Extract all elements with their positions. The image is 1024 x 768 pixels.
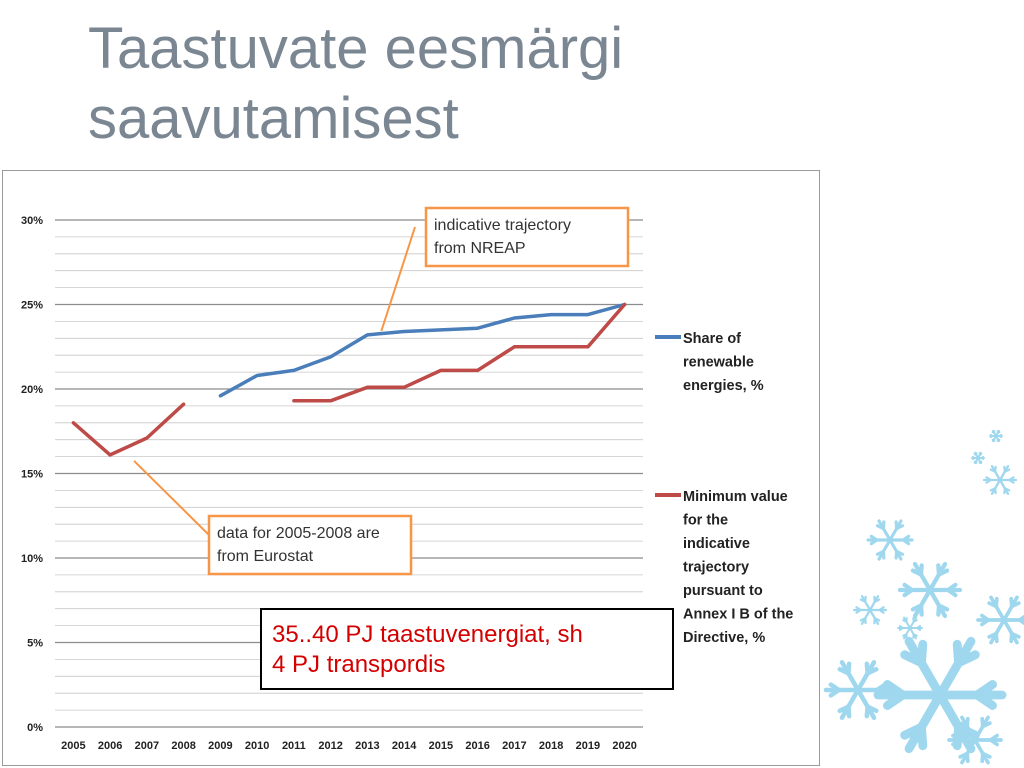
y-tick-label: 0%	[27, 722, 43, 734]
x-tick-label: 2013	[355, 740, 380, 752]
legend-minimum-label: Minimum value	[683, 489, 788, 505]
slide-title	[88, 14, 788, 154]
snowflake-icon	[900, 564, 960, 616]
snowflake-icon	[972, 453, 984, 463]
legend-minimum-label: pursuant to	[683, 583, 763, 599]
y-tick-label: 15%	[20, 468, 43, 481]
callout-line-2: 4 PJ transpordis	[272, 651, 446, 678]
callout-line-1: 35..40 PJ taastuvenergiat, sh	[272, 621, 583, 648]
y-tick-label: 10%	[20, 553, 43, 565]
y-tick-label: 5%	[27, 637, 43, 650]
x-tick-label: 2010	[244, 740, 270, 752]
y-tick-label: 30%	[20, 215, 43, 227]
legend-share-label: energies, %	[683, 378, 764, 394]
share-series-line	[220, 305, 624, 396]
x-tick-label: 2015	[428, 740, 454, 752]
x-tick-label: 2017	[502, 740, 527, 752]
legend-minimum-label: indicative	[683, 536, 750, 552]
x-tick-label: 2020	[612, 740, 637, 752]
annotation-text: data for 2005-2008 are	[217, 525, 380, 542]
annotation-leader-line	[381, 227, 415, 331]
x-tick-label: 2008	[171, 740, 196, 752]
legend-minimum-label: for the	[683, 512, 729, 529]
legend-share-label: Share of	[683, 331, 742, 347]
minimum-series-line	[73, 404, 183, 455]
snowflake-icon	[984, 466, 1016, 494]
minimum-series-line	[294, 305, 625, 401]
legend-share-label: renewable	[683, 354, 754, 371]
slide-title-line-1: Taastuvate eesmärgi	[88, 16, 624, 81]
y-tick-label: 25%	[20, 299, 43, 312]
snowflake-icon	[978, 597, 1024, 642]
x-tick-label: 2011	[281, 740, 306, 752]
y-tick-label: 20%	[20, 384, 43, 396]
legend-minimum-label: trajectory	[683, 559, 750, 576]
snowflake-icon	[854, 596, 886, 624]
x-tick-label: 2007	[134, 740, 160, 752]
snowflake-icon	[878, 641, 1002, 748]
x-tick-label: 2019	[575, 740, 601, 752]
annotation-text: from NREAP	[434, 240, 526, 257]
x-tick-label: 2018	[538, 740, 564, 752]
slide-title-line-2: saavutamisest	[88, 86, 459, 151]
annotation-text: indicative trajectory	[434, 217, 571, 234]
snowflake-icon	[990, 431, 1002, 441]
x-tick-label: 2014	[391, 740, 417, 752]
x-tick-label: 2016	[465, 740, 490, 752]
legend-minimum-label: Directive, %	[683, 630, 766, 646]
callout-box	[260, 608, 674, 690]
x-tick-label: 2012	[318, 740, 343, 752]
x-tick-label: 2005	[61, 740, 86, 752]
snowflake-icon	[868, 521, 912, 559]
annotation-text: from Eurostat	[217, 548, 314, 565]
x-tick-label: 2009	[208, 740, 233, 752]
x-tick-label: 2006	[97, 740, 123, 752]
legend-minimum-label: Annex I B of the	[683, 606, 794, 623]
snowflake-icon	[898, 618, 922, 639]
snowflake-icon	[826, 662, 890, 717]
